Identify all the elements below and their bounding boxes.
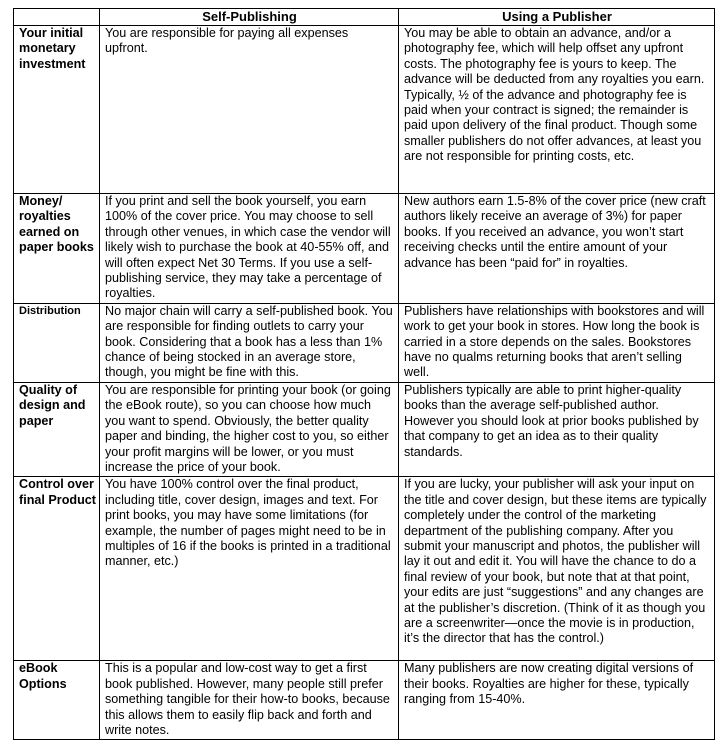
header-using-publisher: Using a Publisher [399,9,715,26]
comparison-table [13,8,715,740]
self-publishing-cell: You are responsible for printing your book (or going the eBook route), so you can choose how much you want to spend. Obviously, the better quality paper and binding, the higher cost to you, so either your profit margins will be lower, or you must increase the price of your book. [100,382,399,476]
self-publishing-cell: You are responsible for paying all expenses upfront. [100,26,399,194]
publisher-cell: You may be able to obtain an advance, and/or a photography fee, which will help offset any upfront costs. The photography fee is yours to keep. The advance will be deducted from any royalties you earn. Typically, ½ of the advance and photography fee is paid when your contract is signed; the remainder is paid upon delivery of the final product. Though some smaller publishers do not offer advances, at least you are not responsible for printing costs, etc. [399,26,715,194]
row-label: eBook Options [14,661,100,740]
table-row [14,382,715,476]
row-label: Distribution [14,303,100,382]
table-row [14,26,715,194]
table-row [14,477,715,661]
row-label: Your initial monetary investment [14,26,100,194]
self-publishing-cell: You have 100% control over the final product, including title, cover design, images and text. For print books, you may have some limitations (for example, the number of pages might need to be in multiples of 16 if the books is printed in a traditional manner, etc.) [100,477,399,661]
self-publishing-cell: This is a popular and low-cost way to get a first book published. However, many people still prefer something tangible for their how-to books, because this allows them to easily flip back and forth and write notes. [100,661,399,740]
row-label: Money/ royalties earned on paper books [14,194,100,304]
row-label: Control over final Product [14,477,100,661]
table-row [14,194,715,304]
row-label: Quality of design and paper [14,382,100,476]
self-publishing-cell: No major chain will carry a self-published book. You are responsible for finding outlets to carry your book. Considering that a book has a less than 1% chance of being stocked in an average store, though, you might be fine with this. [100,303,399,382]
publisher-cell: Publishers have relationships with bookstores and will work to get your book in stores. How long the book is carried in a store depends on the sales. Bookstores have no qualms returning books that aren’t selling well. [399,303,715,382]
publisher-cell: Many publishers are now creating digital versions of their books. Royalties are higher for these, typically ranging from 15-40%. [399,661,715,740]
header-row [14,9,715,26]
table-row [14,661,715,740]
self-publishing-cell: If you print and sell the book yourself, you earn 100% of the cover price. You may choose to sell through other venues, in which case the vendor will likely wish to purchase the book at 40-55% off, and will often expect Net 30 Terms. If you use a self-publishing service, they may take a percentage of royalties. [100,194,399,304]
header-empty [14,9,100,26]
publisher-cell: Publishers typically are able to print higher-quality books than the average self-published author. However you should look at prior books published by that company to get an idea as to their quality standards. [399,382,715,476]
header-self-publishing: Self-Publishing [100,9,399,26]
publisher-cell: If you are lucky, your publisher will ask your input on the title and cover design, but these items are typically completely under the control of the marketing department of the publishing company. After you submit your manuscript and photos, the publisher will lay it out and edit it. You will have the chance to do a final review of your book, but note that at that point, your edits are just “suggestions” and any changes are at the publisher’s discretion. (Think of it as though you are a screenwriter—once the movie is in production, it’s the director that has the control.) [399,477,715,661]
table-row [14,303,715,382]
publisher-cell: New authors earn 1.5-8% of the cover price (new craft authors likely receive an average of 3%) for paper books. If you received an advance, you won’t start receiving checks until the entire amount of your advance has been “paid for” in royalties. [399,194,715,304]
